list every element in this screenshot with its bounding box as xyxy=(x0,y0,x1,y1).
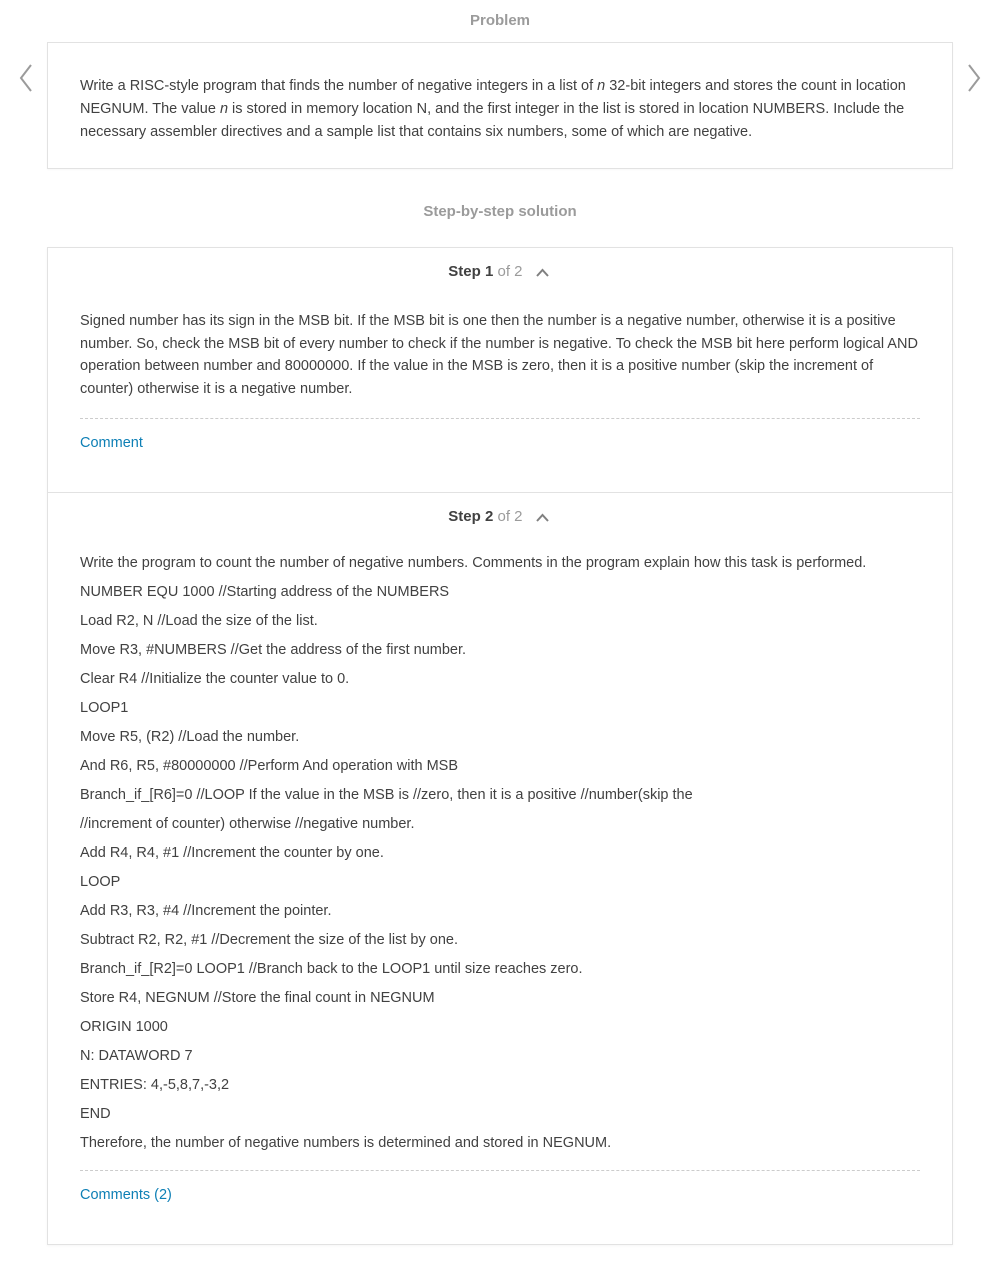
step-2-header xyxy=(80,508,920,525)
step-1-header xyxy=(80,263,920,280)
step-2-conclusion-line: Therefore, the number of negative numbers is determined and stored in NEGNUM. xyxy=(80,1135,612,1151)
code-line: NUMBER EQU 1000 //Starting address of the NUMBERS xyxy=(80,584,450,600)
code-line: ENTRIES: 4,-5,8,7,-3,2 xyxy=(80,1077,230,1093)
dashed-divider xyxy=(80,1170,920,1171)
problem-card xyxy=(47,42,953,169)
problem-text-part2: 32-bit integers and stores the count in location NEGNUM. The value xyxy=(80,78,906,117)
next-problem-button[interactable] xyxy=(962,58,986,98)
code-line: //increment of counter) otherwise //negative number. xyxy=(80,816,415,832)
collapse-step-1-button[interactable] xyxy=(533,268,552,277)
step-2-program xyxy=(80,555,920,1152)
code-line: N: DATAWORD 7 xyxy=(80,1048,193,1064)
step-1-label: Step 1 xyxy=(448,263,494,280)
code-line: And R6, R5, #80000000 //Perform And operation with MSB xyxy=(80,758,459,774)
step-2-comments-link[interactable]: Comments (2) xyxy=(80,1187,172,1203)
step-2-section xyxy=(48,492,952,1244)
collapse-step-2-button[interactable] xyxy=(533,513,552,522)
step-1-count: of 2 xyxy=(497,263,523,280)
problem-heading: Problem xyxy=(469,12,530,29)
code-line: Store R4, NEGNUM //Store the final count in NEGNUM xyxy=(80,990,435,1006)
step-1-text: Signed number has its sign in the MSB bit. If the MSB bit is one then the number is a negative number, otherwise it is a positive number. So, check the MSB bit of every number to check if the number is negative. To check the MSB bit here perform logical AND operation between number and 80000000. If the value in the MSB is zero, then it is a positive number (skip the increment of counter) otherwise it is a negative number. xyxy=(80,313,918,397)
code-line: Move R3, #NUMBERS //Get the address of the first number. xyxy=(80,642,467,658)
step-1-comment-link[interactable]: Comment xyxy=(80,435,143,451)
problem-text-part1: Write a RISC-style program that finds the number of negative integers in a list of xyxy=(80,78,598,94)
problem-variable-n: n xyxy=(219,101,229,117)
code-line: END xyxy=(80,1106,111,1122)
problem-text-part3: is stored in memory location N, and the first integer in the list is stored in location NUMBERS. Include the necessary assembler directives and a sample list that contains six numbers, some of which are negative. xyxy=(80,101,905,140)
code-line: Branch_if_[R2]=0 LOOP1 //Branch back to the LOOP1 until size reaches zero. xyxy=(80,961,583,977)
step-2-count: of 2 xyxy=(497,508,523,525)
dashed-divider xyxy=(80,418,920,419)
chevron-up-icon xyxy=(535,513,550,522)
code-line: Move R5, (R2) //Load the number. xyxy=(80,729,300,745)
chevron-up-icon xyxy=(535,268,550,277)
code-line: Clear R4 //Initialize the counter value to 0. xyxy=(80,671,350,687)
step-2-intro-line: Write the program to count the number of negative numbers. Comments in the program explain how this task is performed. xyxy=(80,555,867,571)
step-2-label: Step 2 xyxy=(448,508,494,525)
code-line: ORIGIN 1000 xyxy=(80,1019,168,1035)
chevron-left-icon xyxy=(17,62,35,94)
problem-text xyxy=(80,75,920,144)
steps-card xyxy=(47,247,953,1245)
code-line: Add R4, R4, #1 //Increment the counter by one. xyxy=(80,845,384,861)
code-line: LOOP1 xyxy=(80,700,129,716)
previous-problem-button[interactable] xyxy=(14,58,38,98)
step-1-section xyxy=(48,248,952,492)
chevron-right-icon xyxy=(965,62,983,94)
code-line: Add R3, R3, #4 //Increment the pointer. xyxy=(80,903,332,919)
code-line: Load R2, N //Load the size of the list. xyxy=(80,613,318,629)
code-line: Subtract R2, R2, #1 //Decrement the size of the list by one. xyxy=(80,932,458,948)
problem-variable-n: n xyxy=(597,78,606,94)
solution-heading: Step-by-step solution xyxy=(423,203,577,220)
code-line: Branch_if_[R6]=0 //LOOP If the value in the MSB is //zero, then it is a positive //number(skip the xyxy=(80,787,693,803)
code-line: LOOP xyxy=(80,874,121,890)
